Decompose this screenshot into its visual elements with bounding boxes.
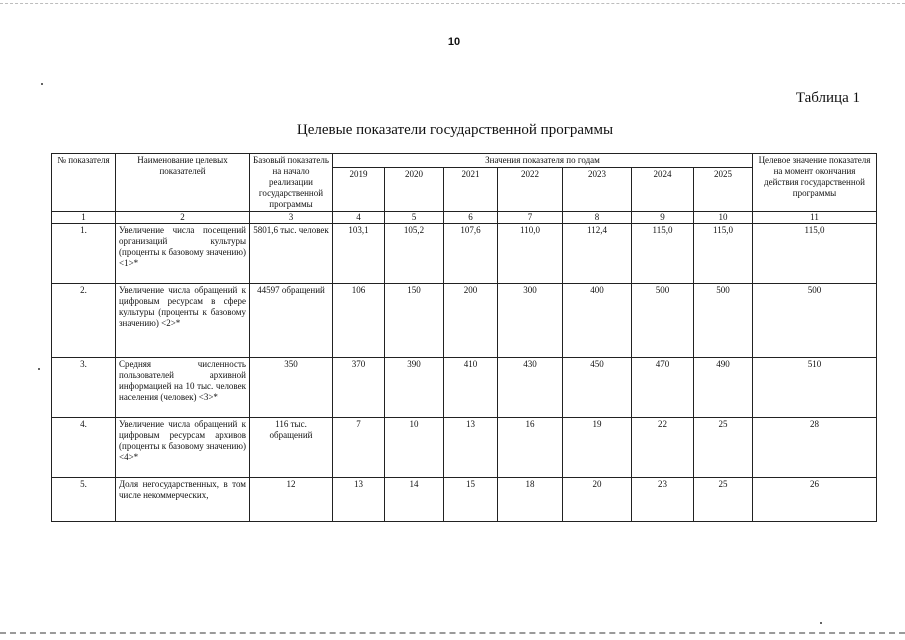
year-value: 470	[632, 358, 694, 418]
table-caption: Таблица 1	[795, 90, 860, 106]
year-value: 110,0	[498, 224, 563, 284]
year-value: 25	[694, 418, 753, 478]
year-value: 400	[563, 284, 632, 358]
column-number: 5	[385, 212, 444, 224]
base-value: 12	[250, 478, 333, 522]
column-number: 11	[753, 212, 877, 224]
header-year: 2025	[694, 168, 753, 212]
year-value: 500	[694, 284, 753, 358]
year-value: 25	[694, 478, 753, 522]
table-row	[52, 358, 877, 418]
year-value: 112,4	[563, 224, 632, 284]
target-value: 26	[753, 478, 877, 522]
year-value: 105,2	[385, 224, 444, 284]
column-number: 4	[333, 212, 385, 224]
target-value: 115,0	[753, 224, 877, 284]
column-number: 9	[632, 212, 694, 224]
indicator-name: Средняя численность пользователей архивной информацией на 10 тыс. человек населения (человек) <3>*	[116, 358, 250, 418]
year-value: 13	[444, 418, 498, 478]
header-year: 2020	[385, 168, 444, 212]
target-value: 500	[753, 284, 877, 358]
column-numbers-row	[52, 212, 877, 224]
base-value: 116 тыс. обращений	[250, 418, 333, 478]
table-row	[52, 284, 877, 358]
row-number: 4.	[52, 418, 116, 478]
base-value: 350	[250, 358, 333, 418]
year-value: 10	[385, 418, 444, 478]
table-row	[52, 478, 877, 522]
scan-edge-bottom	[0, 632, 905, 634]
scan-speck	[41, 83, 43, 85]
year-value: 390	[385, 358, 444, 418]
row-number: 3.	[52, 358, 116, 418]
table-row	[52, 418, 877, 478]
year-value: 450	[563, 358, 632, 418]
column-number: 1	[52, 212, 116, 224]
header-year: 2023	[563, 168, 632, 212]
header-year: 2024	[632, 168, 694, 212]
header-num: № показателя	[52, 154, 116, 212]
indicator-name: Увеличение числа обращений к цифровым ресурсам архивов (проценты к базовому значению) <4>*	[116, 418, 250, 478]
year-value: 150	[385, 284, 444, 358]
year-value: 430	[498, 358, 563, 418]
year-value: 300	[498, 284, 563, 358]
year-value: 19	[563, 418, 632, 478]
year-value: 103,1	[333, 224, 385, 284]
indicator-name: Увеличение числа посещений организаций культуры (проценты к базовому значению) <1>*	[116, 224, 250, 284]
header-target: Целевое значение показателя на момент окончания действия государственной программы	[753, 154, 877, 212]
base-value: 5801,6 тыс. человек	[250, 224, 333, 284]
year-value: 107,6	[444, 224, 498, 284]
year-value: 15	[444, 478, 498, 522]
year-value: 115,0	[694, 224, 753, 284]
year-value: 20	[563, 478, 632, 522]
year-value: 410	[444, 358, 498, 418]
year-value: 490	[694, 358, 753, 418]
year-value: 370	[333, 358, 385, 418]
column-number: 10	[694, 212, 753, 224]
year-value: 23	[632, 478, 694, 522]
year-value: 200	[444, 284, 498, 358]
column-number: 3	[250, 212, 333, 224]
header-year: 2021	[444, 168, 498, 212]
column-number: 2	[116, 212, 250, 224]
indicator-name: Доля негосударственных, в том числе некоммерческих,	[116, 478, 250, 522]
year-value: 106	[333, 284, 385, 358]
year-value: 14	[385, 478, 444, 522]
year-value: 7	[333, 418, 385, 478]
table-row	[52, 224, 877, 284]
row-number: 2.	[52, 284, 116, 358]
header-year: 2022	[498, 168, 563, 212]
year-value: 16	[498, 418, 563, 478]
page-number: 10	[447, 36, 461, 48]
year-value: 18	[498, 478, 563, 522]
target-value: 28	[753, 418, 877, 478]
indicator-name: Увеличение числа обращений к цифровым ресурсам в сфере культуры (проценты к базовому значению) <2>*	[116, 284, 250, 358]
scan-edge-top	[0, 3, 905, 4]
document-title: Целевые показатели государственной программы	[296, 122, 614, 138]
scan-speck	[38, 368, 40, 370]
header-years-group: Значения показателя по годам	[333, 154, 753, 168]
year-value: 500	[632, 284, 694, 358]
column-number: 7	[498, 212, 563, 224]
target-value: 510	[753, 358, 877, 418]
header-base: Базовый показатель на начало реализации государственной программы	[250, 154, 333, 212]
scan-speck	[820, 622, 822, 624]
base-value: 44597 обращений	[250, 284, 333, 358]
year-value: 22	[632, 418, 694, 478]
year-value: 13	[333, 478, 385, 522]
row-number: 5.	[52, 478, 116, 522]
indicators-table	[51, 153, 877, 522]
header-row	[52, 154, 877, 168]
header-name: Наименование целевых показателей	[116, 154, 250, 212]
header-year: 2019	[333, 168, 385, 212]
year-value: 115,0	[632, 224, 694, 284]
column-number: 6	[444, 212, 498, 224]
column-number: 8	[563, 212, 632, 224]
row-number: 1.	[52, 224, 116, 284]
